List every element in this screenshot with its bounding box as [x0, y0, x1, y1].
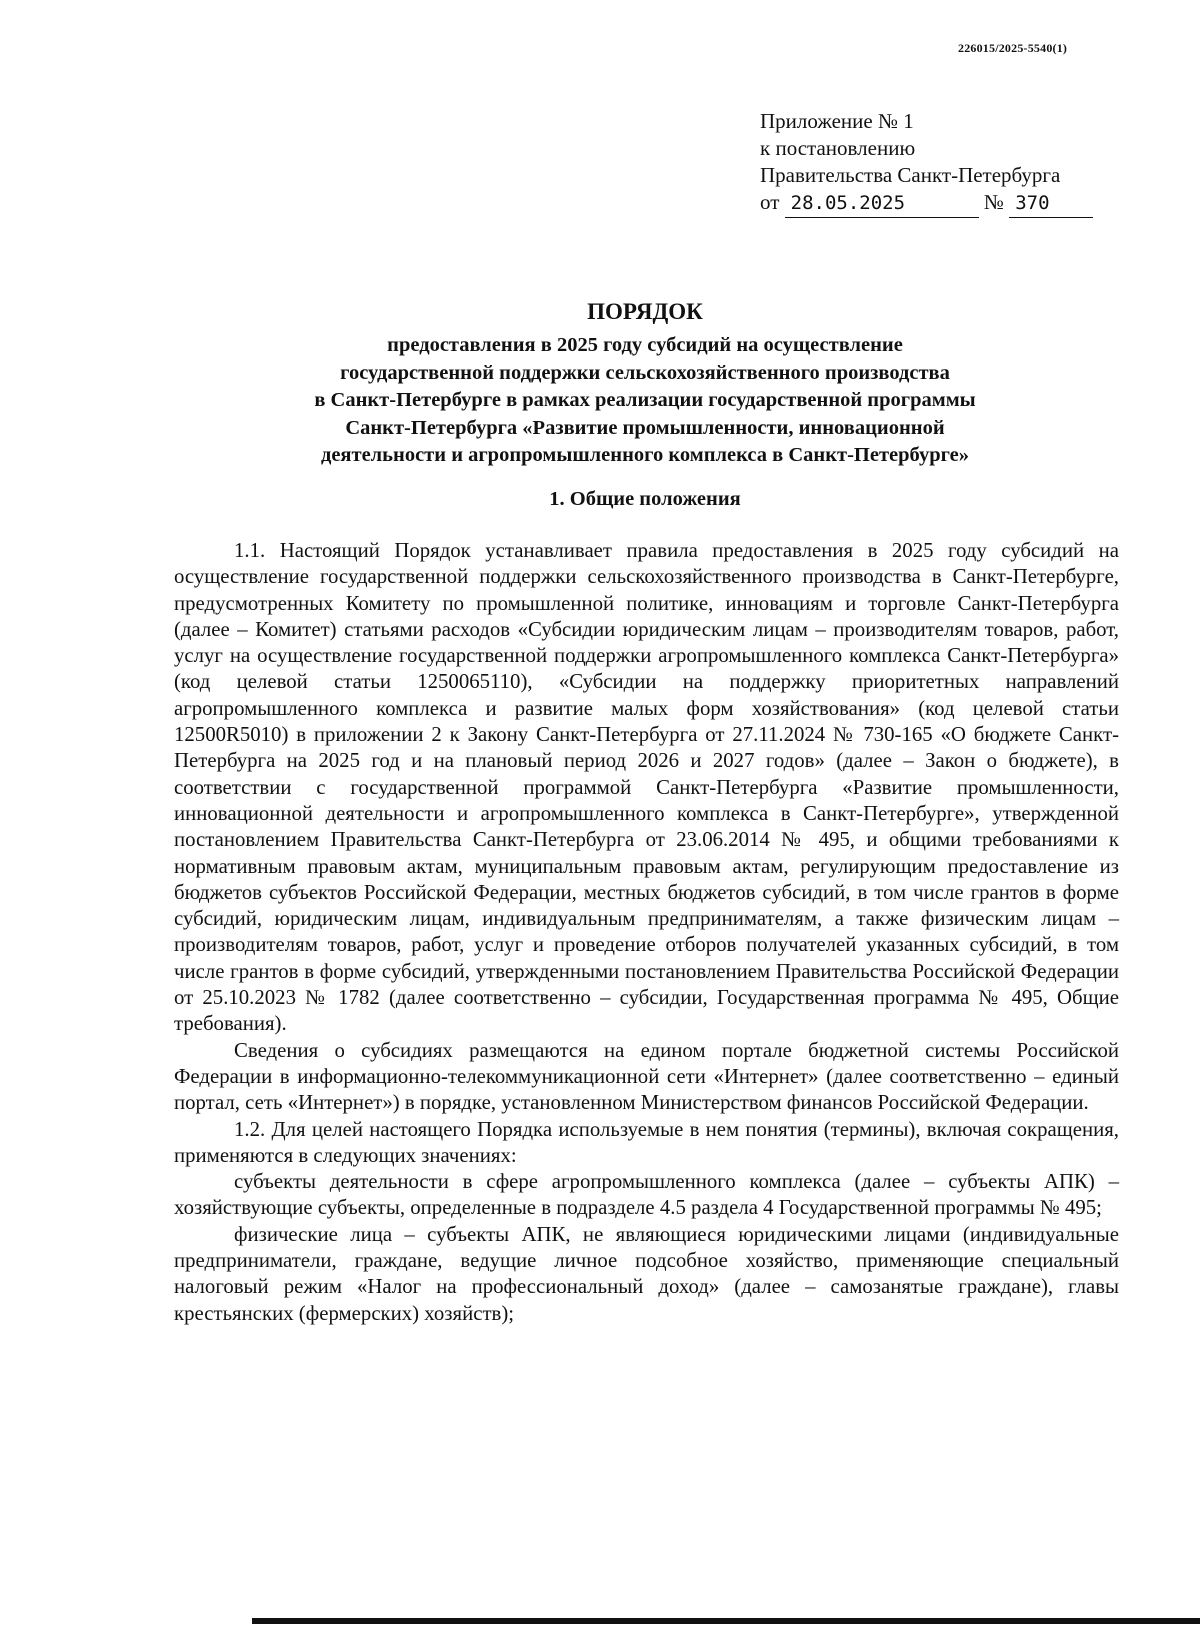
document-subtitle-line: государственной поддержки сельскохозяйственного производства	[340, 361, 950, 384]
appendix-block	[760, 108, 1093, 218]
appendix-authority: Правительства Санкт-Петербурга	[760, 163, 1061, 187]
document-subtitle-line: предоставления в 2025 году субсидий на осуществление	[387, 334, 903, 356]
scan-edge-line	[252, 1618, 1200, 1624]
paragraph: 1.2. Для целей настоящего Порядка используемые в нем понятия (термины), включая сокращения, применяются в следующих значениях:	[174, 1117, 1119, 1167]
document-body	[174, 538, 1119, 1327]
section-heading: 1. Общие положения	[549, 488, 741, 510]
number-prefix: №	[983, 190, 1004, 214]
document-subtitle-line: Санкт-Петербурга «Развитие промышленности, инновационной	[345, 416, 945, 439]
appendix-reference: к постановлению	[760, 136, 916, 160]
appendix-date-number-line	[760, 189, 1093, 218]
paragraph: субъекты деятельности в сфере агропромышленного комплекса (далее – субъекты АПК) – хозяйствующие субъекты, определенные в подразделе 4.5 раздела 4 Государственной программы № 495;	[174, 1170, 1119, 1220]
appendix-title: Приложение № 1	[760, 109, 914, 133]
document-registration-number: 226015/2025-5540(1)	[958, 41, 1068, 55]
resolution-number: 370	[1009, 190, 1093, 218]
paragraph: физические лица – субъекты АПК, не являющиеся юридическими лицами (индивидуальные предприниматели, граждане, ведущие личное подсобное хозяйство, применяющие специальный налоговый режим «Налог на профессиональный доход» (далее – самозанятые граждане), главы крестьянских (фермерских) хозяйств);	[174, 1222, 1119, 1325]
resolution-date: 28.05.2025	[785, 190, 979, 218]
paragraph: Сведения о субсидиях размещаются на едином портале бюджетной системы Российской Федерации в информационно-телекоммуникационной сети «Интернет» (далее соответственно – единый портал, сеть «Интернет») в порядке, установленном Министерством финансов Российской Федерации.	[174, 1038, 1119, 1115]
paragraph: 1.1. Настоящий Порядок устанавливает правила предоставления в 2025 году субсидий на осуществление государственной поддержки сельскохозяйственного производства в Санкт-Петербурге, предусмотренных Комитету по промышленной политике, инновациям и торговле Санкт-Петербурга (далее – Комитет) статьями расходов «Субсидии юридическим лицам – производителям товаров, работ, услуг на осуществление государственной поддержки агропромышленного комплекса Санкт-Петербурга» (код целевой статьи 1250065110), «Субсидии на поддержку приоритетных направлений агропромышленного комплекса и развитие малых форм хозяйствования» (код целевой статьи 12500R5010) в приложении 2 к Закону Санкт-Петербурга от 27.11.2024 № 730-165 «О бюджете Санкт-Петербурга на 2025 год и на плановый период 2026 и 2027 годов» (далее – Закон о бюджете), в соответствии с государственной программой Санкт-Петербурга «Развитие промышленности, инновационной деятельности и агропромышленного комплекса в Санкт-Петербурге», утвержденной постановлением Правительства Санкт-Петербурга от 23.06.2014 № 495, и общими требованиями к нормативным правовым актам, муниципальным правовым актам, регулирующим предоставление из бюджетов субъектов Российской Федерации, местных бюджетов субсидий, в том числе грантов в форме субсидий, юридическим лицам, индивидуальным предпринимателям, а также физическим лицам – производителям товаров, работ, услуг и проведение отборов получателей указанных субсидий, в том числе грантов в форме субсидий, утвержденными постановлением Правительства Российской Федерации от 25.10.2023 № 1782 (далее соответственно – субсидии, Государственная программа № 495, Общие требования).	[174, 539, 1119, 1036]
document-subtitle-line: деятельности и агропромышленного комплекса в Санкт-Петербурге»	[320, 444, 970, 467]
document-title-block	[150, 298, 1140, 470]
document-subtitle-line: в Санкт-Петербурге в рамках реализации государственной программы	[314, 389, 976, 412]
document-title: ПОРЯДОК	[587, 299, 703, 324]
date-prefix: от	[760, 190, 780, 214]
